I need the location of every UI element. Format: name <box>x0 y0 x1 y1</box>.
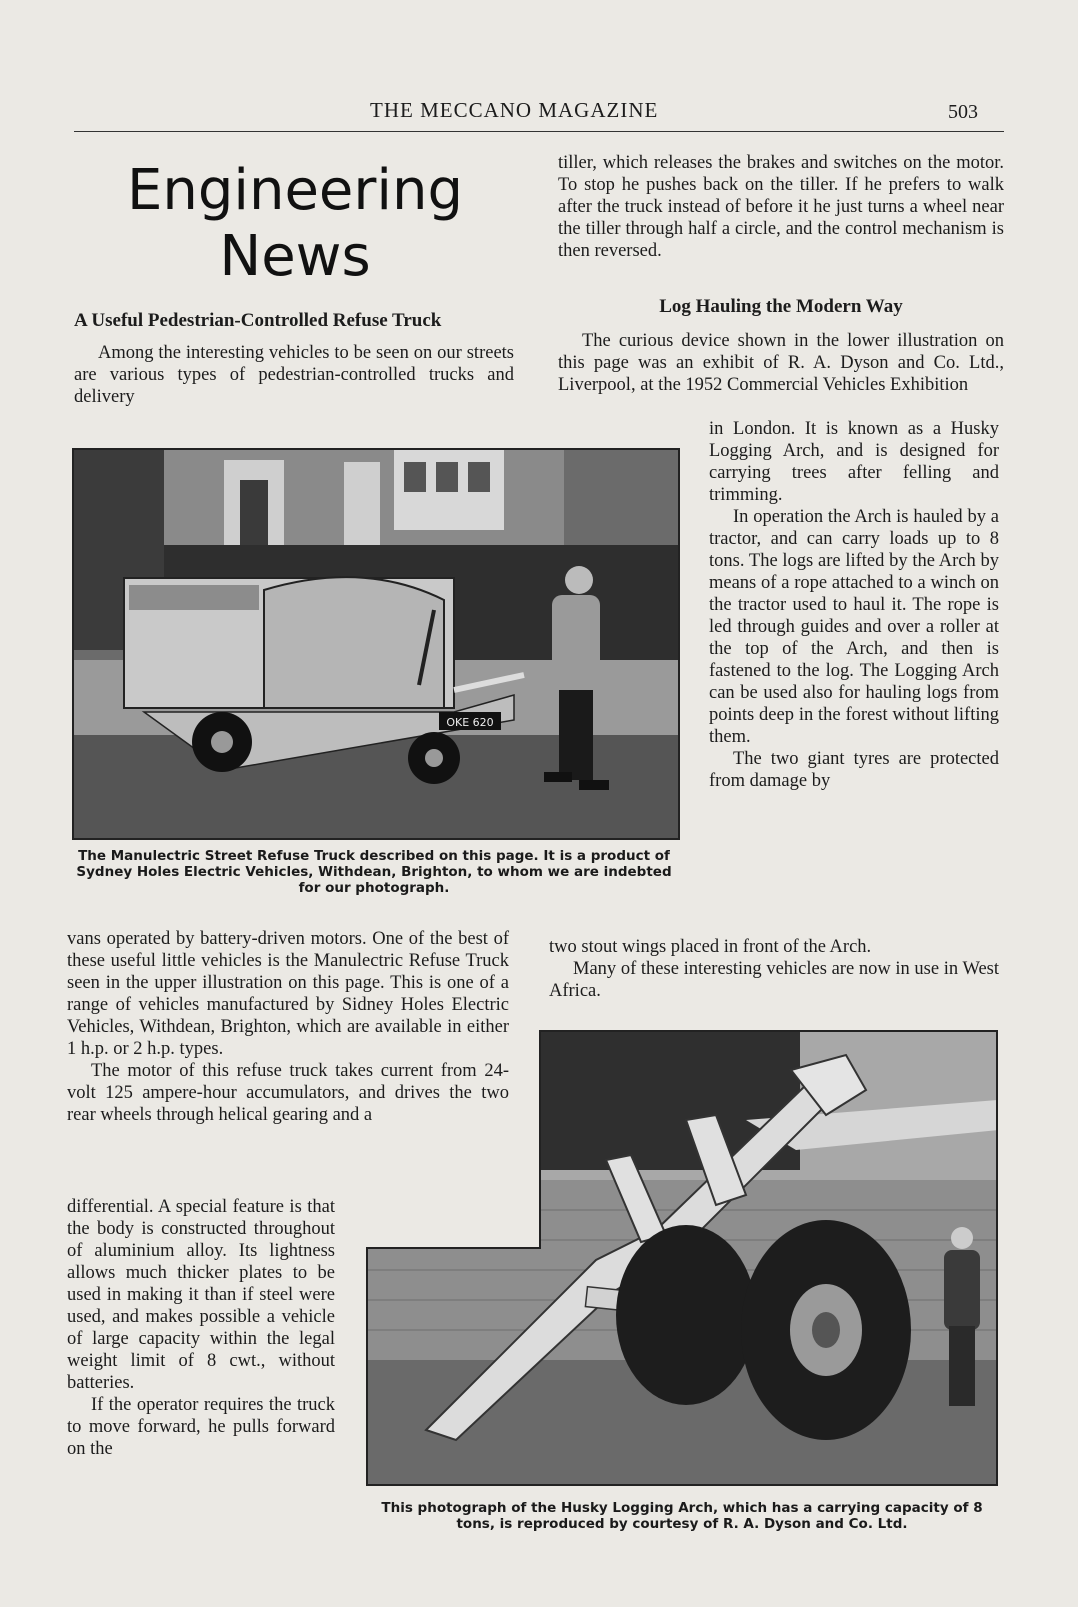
article2-para1-wide <box>558 330 1004 396</box>
article1-para1-cont: vans operated by battery-driven motors. One of the best of these useful little vehicles is the Manulectric Refuse Truck seen in the upper illustration on this page. This is one of a range of vehicles manufactured by Sidney Holes Electric Vehicles, Withdean, Brighton, which are available in either 1 h.p. or 2 h.p. types. <box>67 929 509 1059</box>
truck-caption: The Manulectric Street Refuse Truck described on this page. It is a product of Sydney Holes Electric Vehicles, Withdean, Brighton, to whom we are indebted for our photograph. <box>76 848 672 896</box>
article2-para4: Many of these interesting vehicles are now in use in West Africa. <box>549 959 999 1001</box>
section-title-line2: News <box>219 224 371 289</box>
article1-para3: If the operator requires the truck to move forward, he pulls forward on the <box>67 1395 335 1459</box>
arch-caption: This photograph of the Husky Logging Arch, which has a carrying capacity of 8 tons, is reproduced by courtesy of R. A. Dyson and Co. Ltd. <box>381 1500 983 1532</box>
refuse-truck-illustration <box>74 450 678 838</box>
article2-para3-wide: two stout wings placed in front of the Arch. <box>549 937 872 957</box>
section-title <box>100 158 490 290</box>
article1-continuation <box>558 152 1004 262</box>
article1-body-narrow <box>67 1196 335 1460</box>
article2-heading: Log Hauling the Modern Way <box>659 296 903 317</box>
article1-heading: A Useful Pedestrian-Controlled Refuse Truck <box>74 310 442 331</box>
article1-para2-wide: The motor of this refuse truck takes current from 24-volt 125 ampere-hour accumulators, and drives the two rear wheels through helical gearing and a <box>67 1061 509 1125</box>
logging-arch-illustration <box>366 1030 998 1486</box>
article2-para3-narrow: The two giant tyres are protected from damage by <box>709 749 999 791</box>
article2-para2: In operation the Arch is hauled by a tractor, and can carry loads up to 8 tons. The logs are lifted by the Arch by means of a rope attached to a winch on the tractor used to haul it. The rope is led through guides and over a roller at the top of the Arch, and then is fastened to the log. The Logging Arch can be used also for hauling logs from points deep in the forest without lifting them. <box>709 507 999 747</box>
article2-wide-bottom <box>549 936 999 1002</box>
article1-continuation-text: tiller, which releases the brakes and switches on the motor. To stop he pushes back on the tiller. If he prefers to walk after the truck instead of before it he just turns a wheel near the tiller through half a circle, and the control mechanism is then reversed. <box>558 153 1004 261</box>
article2-narrow-column <box>709 418 999 792</box>
section-title-line1: Engineering <box>127 158 463 223</box>
article2-para1-narrow: in London. It is known as a Husky Logging Arch, and is designed for carrying trees after felling and trimming. <box>709 419 999 505</box>
magazine-title: THE MECCANO MAGAZINE <box>370 98 659 122</box>
article1-intro-text: Among the interesting vehicles to be seen on our streets are various types of pedestrian-controlled trucks and delivery <box>74 343 514 407</box>
logging-arch-photo <box>366 1030 998 1486</box>
article1-intro <box>74 342 514 408</box>
number-plate: OKE 620 <box>446 716 494 729</box>
header-rule <box>74 131 1004 132</box>
page-number: 503 <box>948 101 978 123</box>
article2-para1-wide-text: The curious device shown in the lower illustration on this page was an exhibit of R. A. Dyson and Co. Ltd., Liverpool, at the 1952 Commercial Vehicles Exhibition <box>558 331 1004 395</box>
refuse-truck-photo <box>72 448 680 840</box>
article1-para2-narrow: differential. A special feature is that the body is constructed throughout of aluminium alloy. Its lightness allows much thicker plates to be used in making it than if steel were used, and makes possible a vehicle of large capacity within the legal weight limit of 8 cwt., without batteries. <box>67 1197 335 1393</box>
